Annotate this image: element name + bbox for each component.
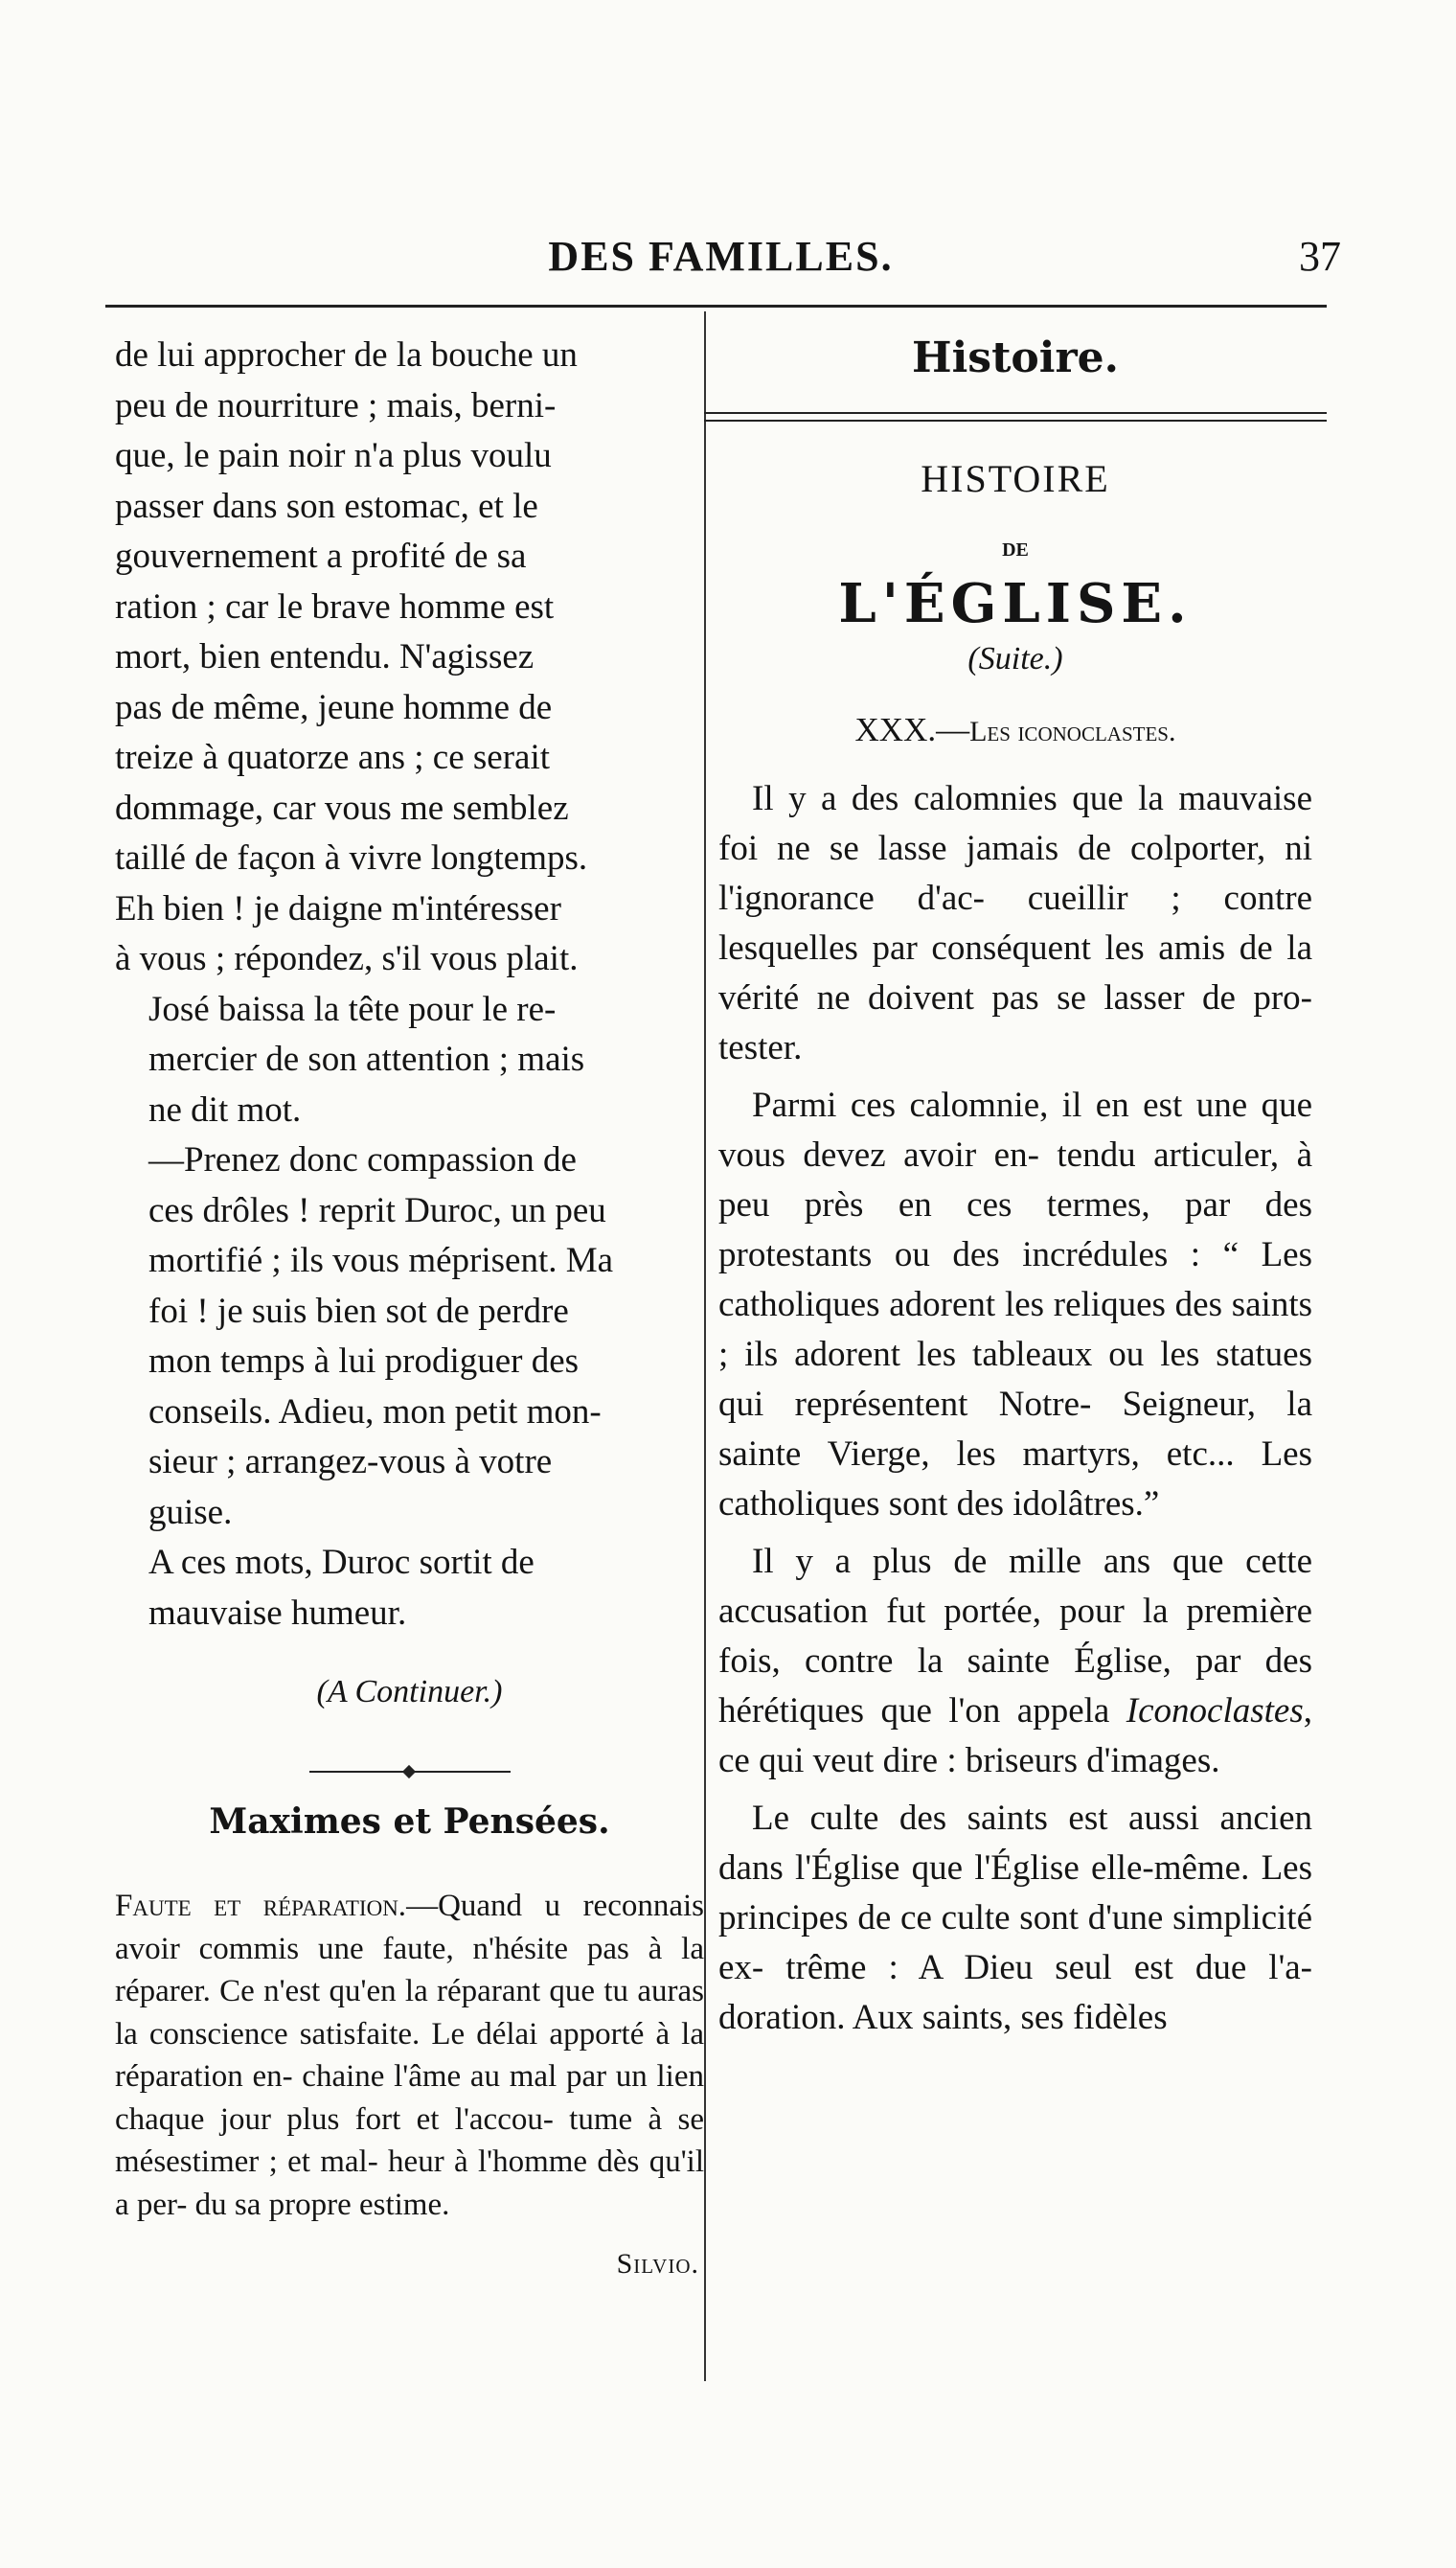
text-line: à vous ; répondez, s'il vous plait. xyxy=(115,939,579,978)
double-rule xyxy=(704,412,1327,422)
header-rule xyxy=(105,305,1327,308)
story-paragraph xyxy=(115,1135,704,1538)
ornament-divider xyxy=(309,1764,511,1779)
article-body xyxy=(718,774,1312,2043)
section-label: Histoire. xyxy=(912,333,1119,382)
page-header xyxy=(115,232,1341,289)
text-line: —Prenez donc compassion de xyxy=(148,1140,577,1180)
story-continuation xyxy=(115,331,704,1639)
text-line: ne dit mot. xyxy=(148,1089,302,1130)
column-divider xyxy=(704,311,706,2381)
signature: Silvio. xyxy=(616,2248,699,2280)
text-line: mon temps à lui prodiguer des xyxy=(148,1341,580,1381)
chapter-heading xyxy=(718,705,1312,757)
text-line: mort, bien entendu. N'agissez xyxy=(115,637,535,676)
italic-term: Iconoclastes xyxy=(1126,1691,1304,1731)
text-line: peu de nourriture ; mais, berni- xyxy=(115,385,557,425)
text-line: treize à quatorze ans ; ce serait xyxy=(115,738,551,777)
maxim-body: —Quand u reconnais avoir commis une faute, n'hésite pas à la réparer. Ce n'est qu'en la réparant que tu auras la conscience satisfaite. Le délai apporté à la réparation en- chaine l'âme au mal par un lien chaque jour plus fort et l'accou- tume à se mésestimer ; et mal- heur à l'homme dès qu'il a per- du sa propre estime. xyxy=(115,1889,705,2222)
text-line: gouvernement a profité de sa xyxy=(115,537,527,576)
article-title-church: L'ÉGLISE. xyxy=(838,572,1193,635)
maxims-heading: Maximes et Pensées. xyxy=(209,1800,610,1842)
text-line: taillé de façon à vivre longtemps. xyxy=(115,838,588,878)
article-title: HISTOIRE xyxy=(921,457,1110,500)
article-paragraph: Parmi ces calomnie, il en est une que vous devez avoir en- tendu articuler, à peu près en ces termes, par des protestants ou des incrédules : “ Les catholiques adorent les reliques des saints ; ils adorent les tableaux ou les statues qui représentent Notre- Seigneur, la sainte Vierge, les martyrs, etc... Les catholiques sont des idolâtres.” xyxy=(718,1086,1312,1524)
article-title-de: DE xyxy=(1002,539,1029,561)
text-line: de lui approcher de la bouche un xyxy=(115,335,578,375)
text-line: sieur ; arrangez-vous à votre xyxy=(148,1442,553,1481)
text-line: pas de même, jeune homme de xyxy=(115,687,553,727)
text-line: ces drôles ! reprit Duroc, un peu xyxy=(148,1190,606,1230)
text-line: dommage, car vous me semblez xyxy=(115,788,569,828)
suite-label: (Suite.) xyxy=(967,641,1063,676)
text-line: mercier de son attention ; mais xyxy=(148,1040,585,1079)
chapter-number: XXX.— xyxy=(854,711,970,748)
article-paragraph: Le culte des saints est aussi ancien dans l'Église que l'Église elle-même. Les principes de ce culte sont d'une simplicité ex- trême : A Dieu seul est due l'a- doration. Aux saints, ses fidèles xyxy=(718,1799,1312,2037)
story-paragraph xyxy=(115,1538,704,1639)
text-line: guise. xyxy=(148,1492,233,1532)
maxim-paragraph xyxy=(115,1885,704,2226)
text-line: mauvaise humeur. xyxy=(148,1593,407,1633)
text-line: foi ! je suis bien sot de perdre xyxy=(148,1291,569,1331)
right-column xyxy=(718,316,1312,2043)
text-line: conseils. Adieu, mon petit mon- xyxy=(148,1391,602,1432)
text-line: Eh bien ! je daigne m'intéresser xyxy=(115,888,561,929)
text-run: , ce qui veut dire : briseurs d'images. xyxy=(718,1691,1312,1780)
text-line: José baissa la tête pour le re- xyxy=(148,989,557,1029)
to-be-continued: (A Continuer.) xyxy=(316,1674,503,1709)
text-run: Il y a plus de mille ans que cette accusation fut portée, pour la première fois, contre la sainte Église, par des hérétiques que l'on appela xyxy=(718,1542,1312,1731)
text-line: mortifié ; ils vous méprisent. Ma xyxy=(148,1241,614,1280)
text-line: passer dans son estomac, et le xyxy=(115,486,538,526)
running-title: DES FAMILLES. xyxy=(548,233,894,280)
story-paragraph xyxy=(115,985,704,1136)
text-line: ration ; car le brave homme est xyxy=(115,586,555,627)
article-paragraph: Il y a des calomnies que la mauvaise foi ne se lasse jamais de colporter, ni l'ignorance d'ac- cueillir ; contre lesquelles par conséquent les amis de la vérité ne doivent pas se lasser de pro- tester. xyxy=(718,779,1312,1067)
maxim-title: Faute et réparation. xyxy=(115,1889,407,1923)
left-column xyxy=(115,331,704,2290)
page-number: 37 xyxy=(1299,233,1341,280)
story-paragraph xyxy=(115,331,704,985)
text-line: A ces mots, Duroc sortit de xyxy=(148,1543,535,1582)
text-line: que, le pain noir n'a plus voulu xyxy=(115,436,552,475)
chapter-title: Les iconoclastes. xyxy=(969,716,1176,747)
article-paragraph xyxy=(718,1537,1312,1786)
